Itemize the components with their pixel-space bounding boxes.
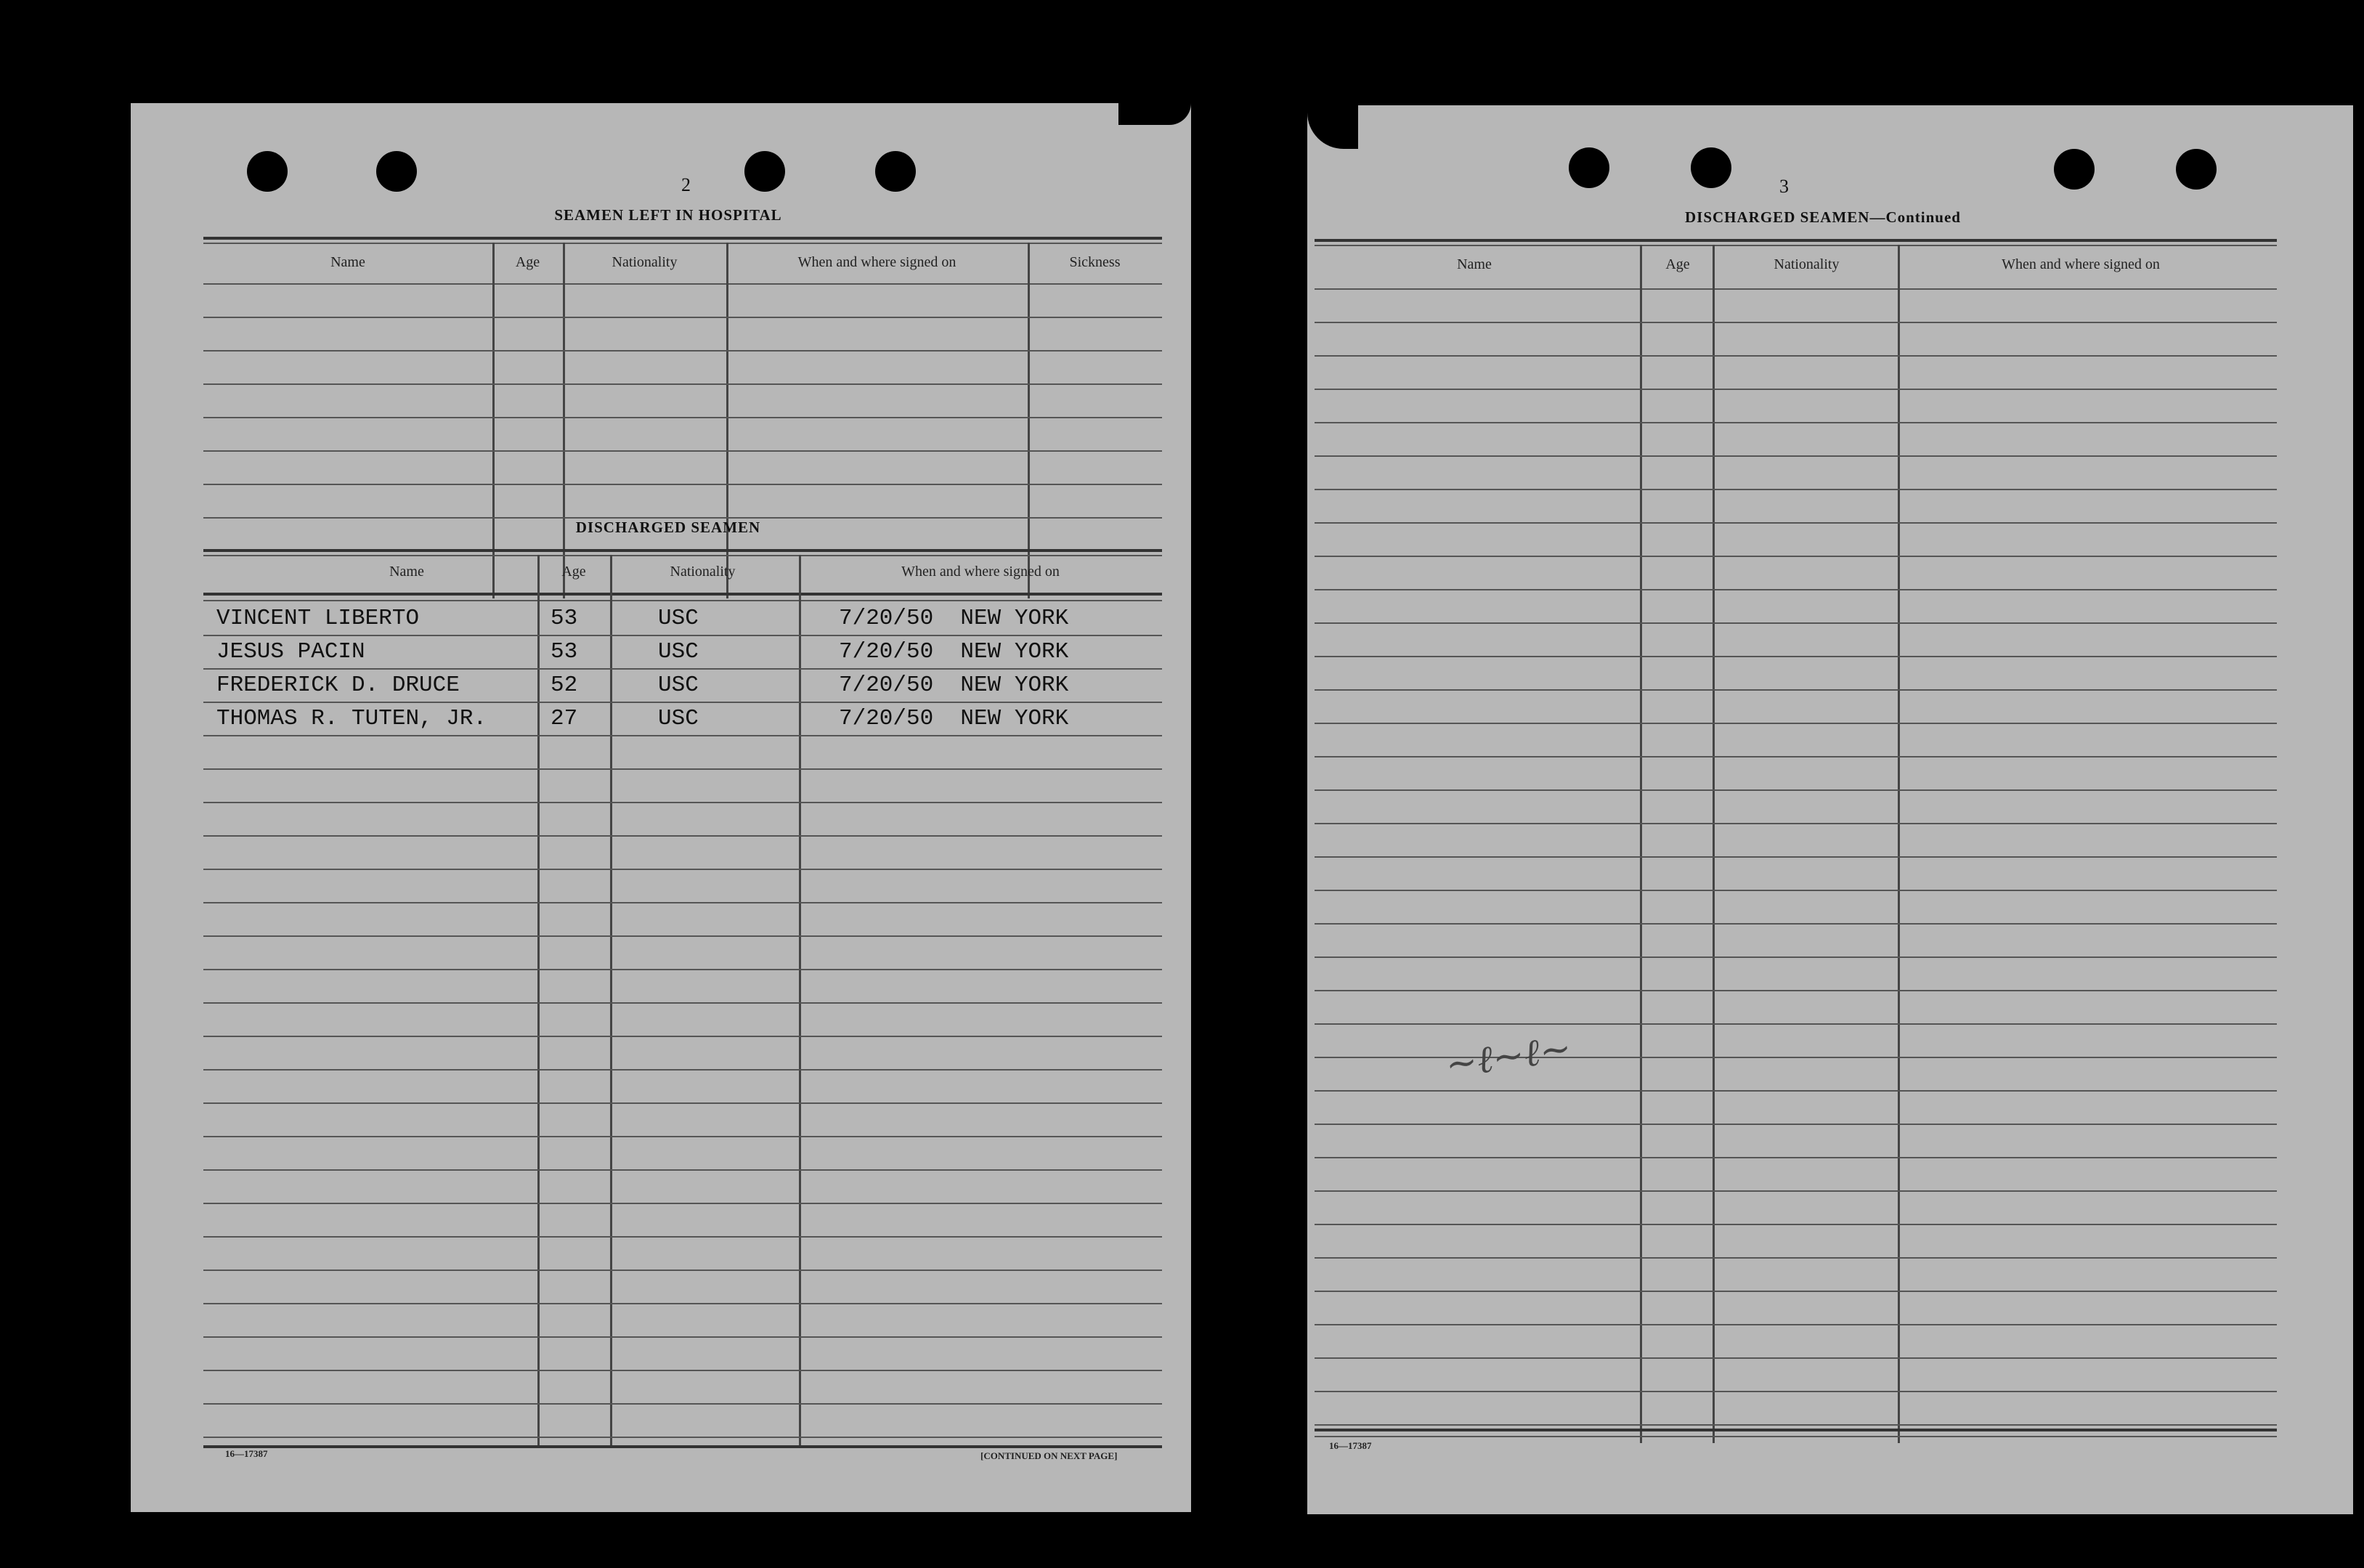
table-row-line — [1315, 956, 2277, 958]
punch-hole — [247, 151, 288, 192]
table-row-line — [203, 1336, 1162, 1338]
table-row-line — [1315, 1090, 2277, 1092]
table-row-line — [1315, 1257, 2277, 1259]
table-row-line — [203, 1270, 1162, 1271]
table-row-line — [203, 317, 1162, 318]
table-row-line — [203, 1403, 1162, 1405]
table-row-line — [203, 1102, 1162, 1104]
table-row-line — [203, 484, 1162, 485]
hospital-section-title: SEAMEN LEFT IN HOSPITAL — [554, 206, 782, 224]
table-row-line — [1315, 322, 2277, 323]
column-divider — [1640, 245, 1642, 1443]
table-row-line — [1315, 622, 2277, 624]
table-row-line — [203, 1002, 1162, 1004]
form-number: 16—17387 — [225, 1448, 268, 1459]
table-row-line — [1315, 355, 2277, 357]
seaman-age: 27 — [551, 706, 578, 731]
continued-note: [CONTINUED ON NEXT PAGE] — [980, 1450, 1118, 1461]
table-row-line — [203, 1236, 1162, 1238]
page-number: 2 — [681, 174, 691, 195]
table-row-line — [203, 768, 1162, 770]
form-number: 16—17387 — [1329, 1440, 1372, 1451]
seaman-signed-on: 7/20/50 NEW YORK — [839, 706, 1069, 731]
table-rule — [203, 549, 1162, 552]
table-row-line — [203, 1136, 1162, 1137]
table-row-line — [1315, 1124, 2277, 1125]
table-row-line — [203, 450, 1162, 452]
right-page — [1307, 105, 2353, 1514]
table-row-line — [1315, 1391, 2277, 1392]
column-header-age: Age — [561, 564, 586, 580]
left-page — [131, 103, 1191, 1512]
column-header-name: Name — [1457, 256, 1492, 272]
punch-hole — [1691, 147, 1731, 188]
seaman-name: FREDERICK D. DRUCE — [216, 673, 460, 698]
table-row-line — [203, 935, 1162, 937]
column-divider — [610, 555, 612, 1447]
table-row-line — [203, 802, 1162, 803]
table-row-line — [203, 835, 1162, 837]
table-row-line — [1315, 723, 2277, 724]
column-header-nationality: Nationality — [670, 564, 736, 580]
table-row-line — [203, 1169, 1162, 1171]
table-row-line — [203, 969, 1162, 970]
column-header-name: Name — [330, 254, 365, 270]
punch-hole — [744, 151, 785, 192]
column-header-age: Age — [1665, 256, 1690, 272]
table-row-line — [203, 869, 1162, 870]
table-rule — [203, 600, 1162, 601]
table-row-line — [203, 1370, 1162, 1371]
punch-hole — [376, 151, 417, 192]
table-row-line — [1315, 1357, 2277, 1359]
table-rule — [203, 237, 1162, 240]
column-divider — [799, 555, 801, 1447]
table-row-line — [1315, 789, 2277, 791]
punch-hole — [2176, 149, 2217, 190]
table-row-line — [203, 1203, 1162, 1204]
table-row-line — [1315, 422, 2277, 423]
table-row-line — [1315, 990, 2277, 991]
column-header-age: Age — [515, 254, 540, 270]
seaman-age: 53 — [551, 639, 578, 665]
column-divider — [537, 555, 540, 1447]
punch-hole — [1569, 147, 1609, 188]
table-row-line — [203, 1437, 1162, 1438]
table-row-line — [1315, 1157, 2277, 1158]
table-row-line — [1315, 455, 2277, 457]
table-row-line — [1315, 1291, 2277, 1292]
table-rule — [203, 593, 1162, 596]
seaman-nationality: USC — [658, 639, 699, 665]
column-header-signed-on: When and where signed on — [797, 254, 956, 270]
table-row-line — [1315, 1324, 2277, 1325]
column-divider — [726, 243, 728, 598]
table-rule — [203, 555, 1162, 556]
table-row-line — [1315, 689, 2277, 691]
table-rule — [1315, 239, 2277, 242]
column-divider — [1898, 245, 1900, 1443]
table-rule — [1315, 1429, 2277, 1431]
seaman-signed-on: 7/20/50 NEW YORK — [839, 673, 1069, 698]
signature: ~ℓ~ℓ~ — [1442, 1026, 1575, 1087]
torn-edge — [1118, 103, 1191, 125]
table-row-line — [1315, 489, 2277, 490]
column-divider — [563, 243, 565, 598]
table-row-line — [203, 1036, 1162, 1037]
table-row-line — [1315, 890, 2277, 891]
table-row-line — [1315, 1190, 2277, 1192]
table-rule — [1315, 1436, 2277, 1437]
column-header-nationality: Nationality — [612, 254, 678, 270]
column-header-nationality: Nationality — [1774, 256, 1840, 272]
table-row-line — [1315, 1224, 2277, 1225]
seaman-name: THOMAS R. TUTEN, JR. — [216, 706, 487, 731]
discharged-section-title: DISCHARGED SEAMEN — [575, 519, 761, 536]
seaman-nationality: USC — [658, 673, 699, 698]
table-row-line — [1315, 756, 2277, 757]
seaman-signed-on: 7/20/50 NEW YORK — [839, 639, 1069, 665]
table-row-line — [203, 702, 1162, 703]
column-header-sickness: Sickness — [1069, 254, 1121, 270]
table-row-line — [203, 902, 1162, 903]
column-divider — [1028, 243, 1030, 598]
table-rule — [203, 243, 1162, 244]
table-row-line — [1315, 1023, 2277, 1025]
table-row-line — [1315, 522, 2277, 524]
punch-hole — [2054, 149, 2095, 190]
table-row-line — [1315, 589, 2277, 590]
seaman-nationality: USC — [658, 706, 699, 731]
seaman-nationality: USC — [658, 606, 699, 631]
seaman-age: 52 — [551, 673, 578, 698]
column-header-signed-on: When and where signed on — [2002, 256, 2160, 272]
table-row-line — [1315, 823, 2277, 824]
seaman-age: 53 — [551, 606, 578, 631]
table-row-line — [203, 635, 1162, 636]
table-row-line — [203, 383, 1162, 385]
table-row-line — [203, 668, 1162, 670]
page-number: 3 — [1779, 176, 1789, 197]
table-row-line — [1315, 856, 2277, 858]
table-rule — [203, 1445, 1162, 1448]
table-row-line — [203, 1069, 1162, 1071]
discharged-continued-title: DISCHARGED SEAMEN—Continued — [1685, 208, 1961, 226]
table-row-line — [1315, 389, 2277, 390]
seaman-name: JESUS PACIN — [216, 639, 365, 665]
column-divider — [1713, 245, 1715, 1443]
table-row-line — [203, 417, 1162, 418]
punch-hole — [875, 151, 916, 192]
table-row-line — [1315, 556, 2277, 557]
column-header-signed-on: When and where signed on — [901, 564, 1060, 580]
table-row-line — [203, 1303, 1162, 1304]
column-divider — [492, 243, 495, 598]
table-rule — [203, 283, 1162, 285]
seaman-name: VINCENT LIBERTO — [216, 606, 420, 631]
column-header-name: Name — [389, 564, 424, 580]
table-rule — [1315, 288, 2277, 290]
table-row-line — [1315, 656, 2277, 657]
table-row-line — [1315, 923, 2277, 925]
table-row-line — [203, 735, 1162, 736]
table-rule — [1315, 245, 2277, 246]
seaman-signed-on: 7/20/50 NEW YORK — [839, 606, 1069, 631]
table-row-line — [203, 350, 1162, 352]
table-row-line — [1315, 1424, 2277, 1426]
